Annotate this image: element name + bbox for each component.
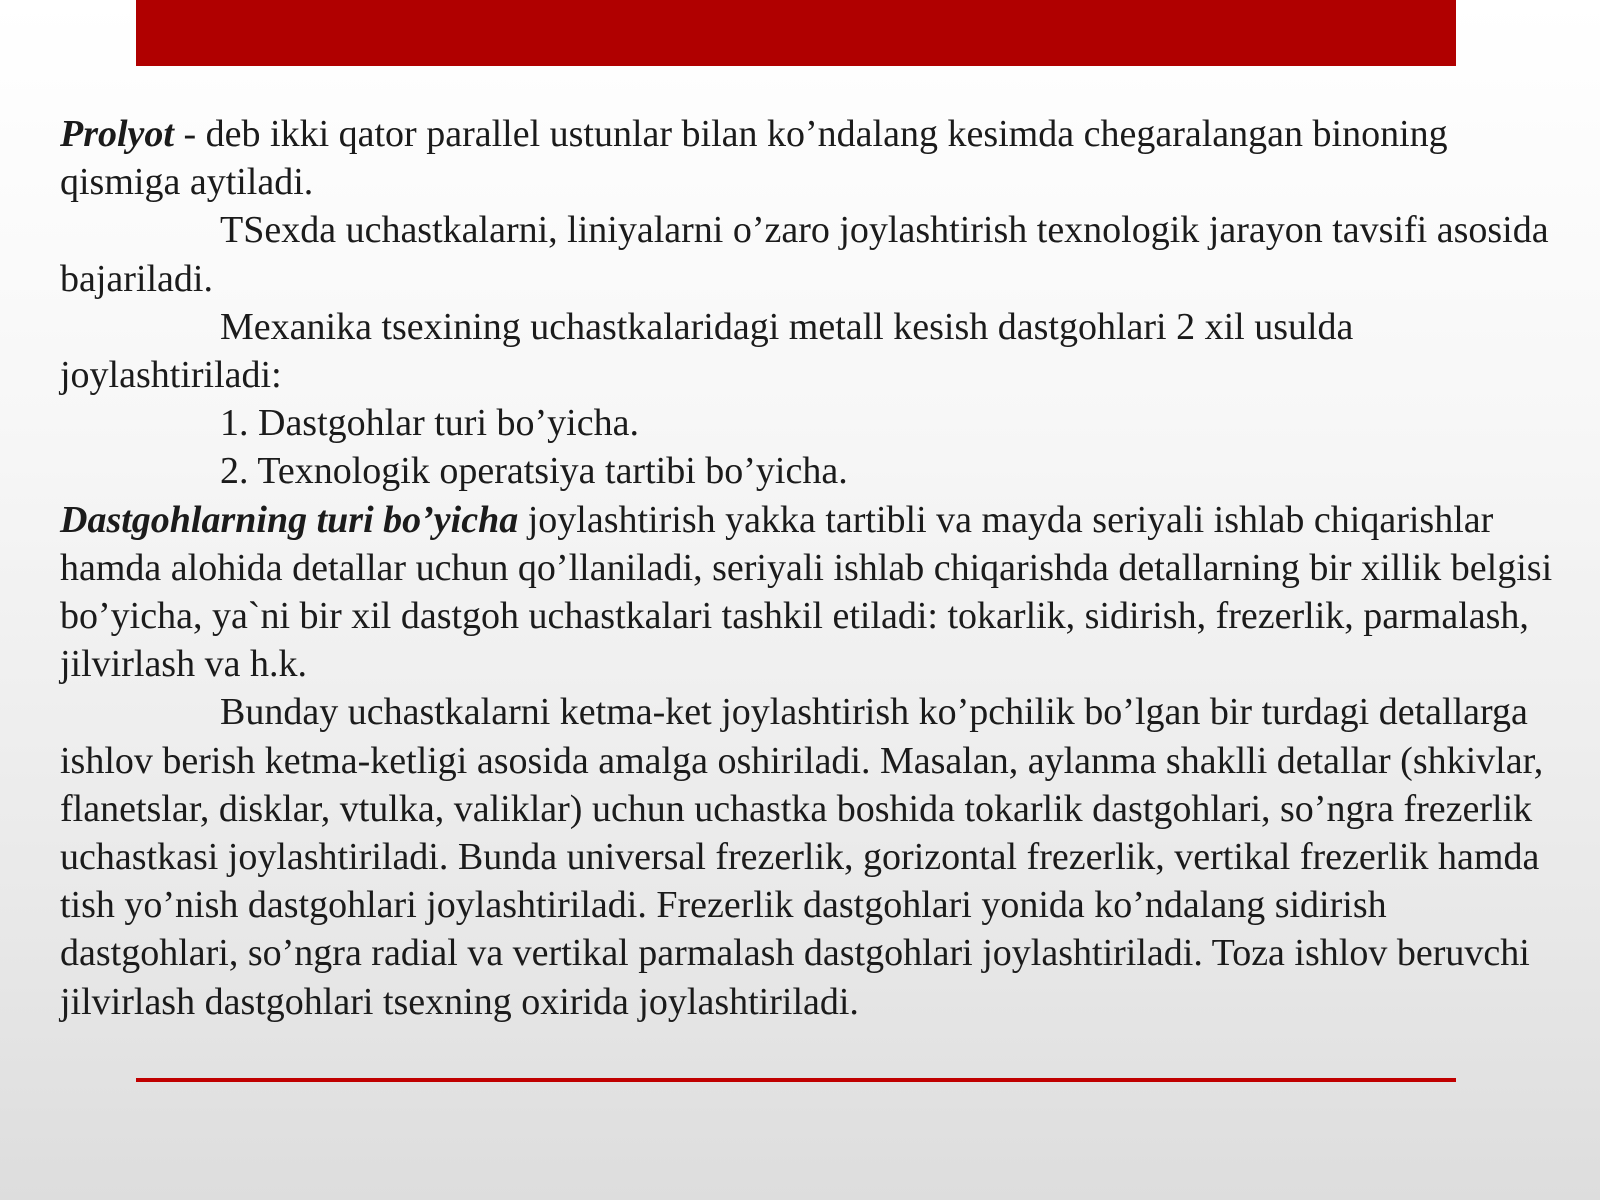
paragraph-prolyot-text: - deb ikki qator parallel ustunlar bilan ko’ndalang kesimda chegaralangan binoning qismiga aytiladi. [60, 113, 1448, 204]
paragraph-dastgohlar [60, 496, 1560, 689]
top-accent-bar [136, 0, 1456, 66]
slide-body [60, 110, 1560, 1026]
paragraph-prolyot [60, 110, 1560, 206]
paragraph-bunday: Bunday uchastkalarni ketma-ket joylashtirish ko’pchilik bo’lgan bir turdagi detallarga ishlov berish ketma-ketligi asosida amalga oshiriladi. Masalan, aylanma shaklli detallar (shkivlar, flanetslar, disklar, vtulka, valiklar) uchun uchastka boshida tokarlik dastgohlari, so’ngra frezerlik uchastkasi joylashtiriladi. Bunda universal frezerlik, gorizontal frezerlik, vertikal frezerlik hamda tish yo’nish dastgohlari joylashtiriladi. Frezerlik dastgohlari yonida ko’ndalang sidirish dastgohlari, so’ngra radial va vertikal parmalash dastgohlari joylashtiriladi. Toza ishlov beruvchi jilvirlash dastgohlari tsexning oxirida joylashtiriladi. [60, 691, 1544, 1023]
term-prolyot: Prolyot [60, 113, 174, 155]
list-item-2: 2. Texnologik operatsiya tartibi bo’yicha. [220, 450, 848, 493]
paragraph-tsexda: TSexda uchastkalarni, liniyalarni o’zaro joylashtirish texnologik jarayon tavsifi asosida bajariladi. [60, 209, 1549, 300]
bottom-divider [136, 1078, 1456, 1082]
paragraph-dastgohlar-text: joylashtirish yakka tartibli va mayda seriyali ishlab chiqarishlar hamda alohida detallar uchun qo’llaniladi, seriyali ishlab chiqarishda detallarning bir xillik belgisi bo’yicha, ya`ni bir xil dastgoh uchastkalari tashkil etiladi: tokarlik, sidirish, frezerlik, parmalash, jilvirlash va h.k. [60, 498, 1553, 686]
paragraph-mexanika: Mexanika tsexining uchastkalaridagi metall kesish dastgohlari 2 xil usulda joylashtiriladi: [60, 305, 1354, 397]
list-item-1: 1. Dastgohlar turi bo’yicha. [220, 402, 639, 445]
term-dastgohlar: Dastgohlarning turi bo’yicha [60, 498, 519, 541]
